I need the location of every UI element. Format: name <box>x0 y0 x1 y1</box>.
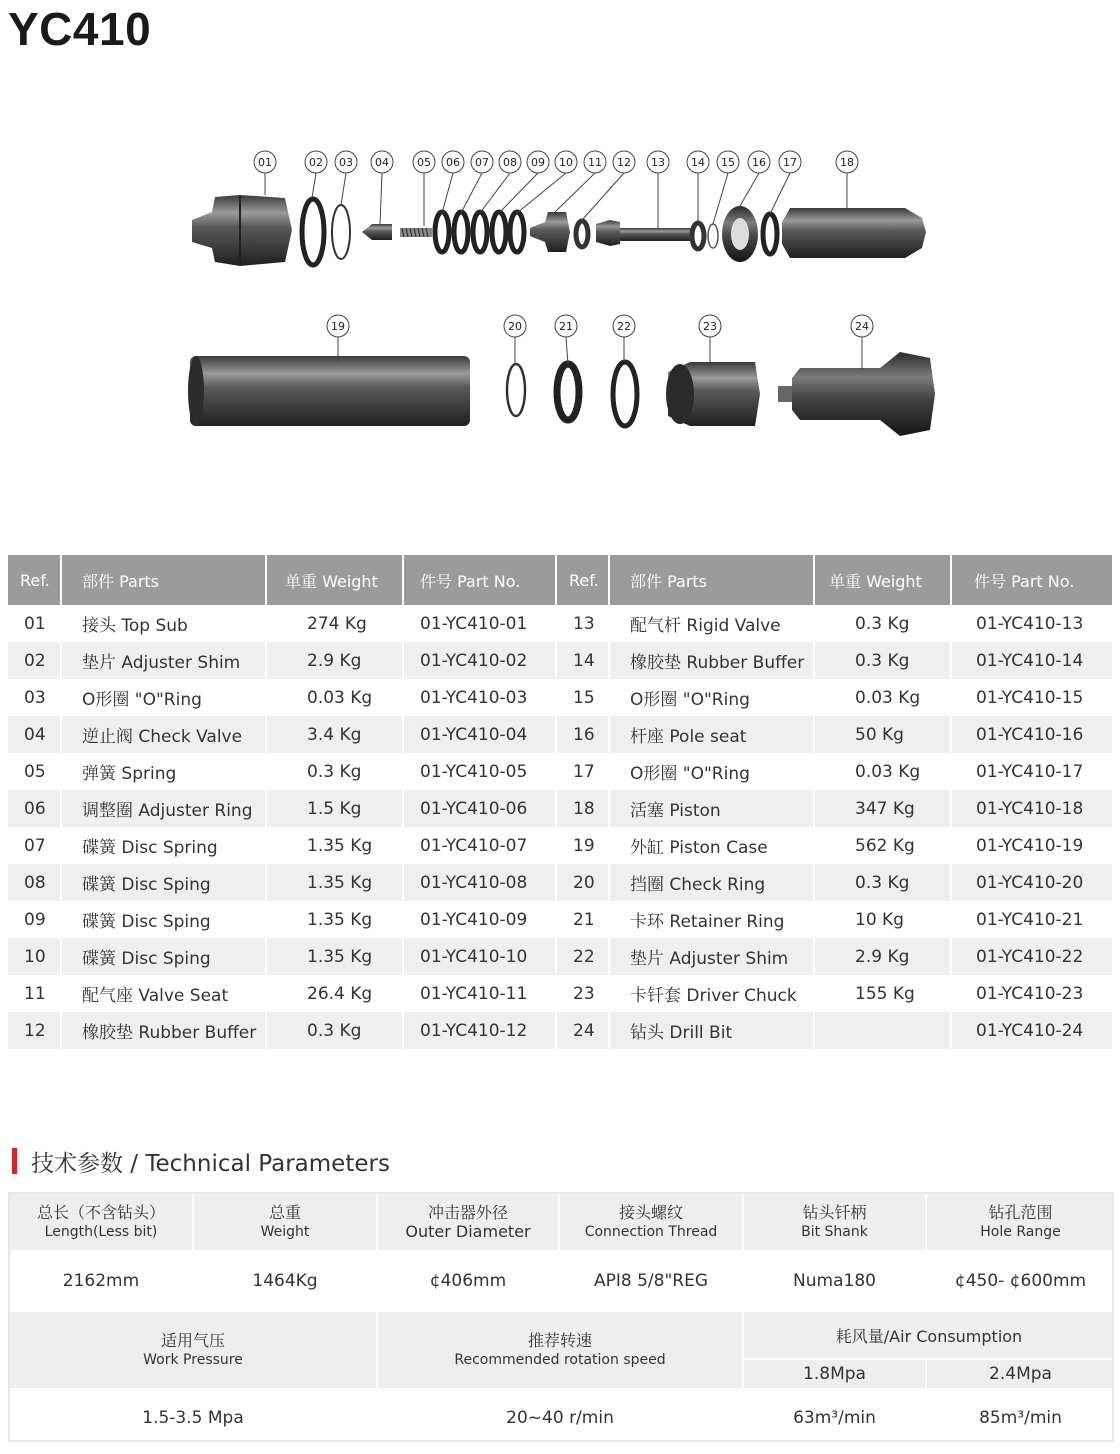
cell-part-number: 01-YC410-04 <box>403 716 556 753</box>
header-ref: Ref. <box>8 555 61 605</box>
callout-label: 15 <box>721 156 735 169</box>
part-10-disc-spring <box>510 212 524 252</box>
param-header-pressure-2-4: 2.4Mpa <box>926 1359 1115 1389</box>
exploded-parts-diagram <box>0 140 1120 460</box>
cell-weight-2: 0.3 Kg <box>814 864 951 901</box>
cell-weight-2: 155 Kg <box>814 975 951 1012</box>
header-ref-2: Ref. <box>556 555 609 605</box>
section-title: 技术参数 / Technical Parameters <box>31 1150 390 1177</box>
cell-part-name: 橡胶垫 Rubber Buffer <box>61 1012 266 1049</box>
cell-ref-2: 22 <box>556 938 609 975</box>
header-weight-2: 单重 Weight <box>814 555 951 605</box>
cell-ref-2: 21 <box>556 901 609 938</box>
cell-ref: 05 <box>8 753 61 790</box>
cell-part-number-2: 01-YC410-19 <box>951 827 1113 864</box>
technical-parameters-table <box>8 1192 1116 1448</box>
cell-part-number-2: 01-YC410-14 <box>951 642 1113 679</box>
table-row <box>8 938 1113 975</box>
param-header-hole-range: 钻孔范围 Hole Range <box>926 1193 1115 1251</box>
callout-labels <box>254 151 873 370</box>
cell-part-number: 01-YC410-11 <box>403 975 556 1012</box>
cell-part-number: 01-YC410-08 <box>403 864 556 901</box>
cell-part-number-2: 01-YC410-18 <box>951 790 1113 827</box>
cell-weight: 0.3 Kg <box>266 1012 403 1049</box>
cell-ref-2: 18 <box>556 790 609 827</box>
cell-part-name: 弹簧 Spring <box>61 753 266 790</box>
part-06-adjuster-ring <box>435 212 449 252</box>
part-08-disc-spring <box>473 212 487 252</box>
cell-weight-2: 0.3 Kg <box>814 642 951 679</box>
param-value-air-2-4: 85m³/min <box>926 1389 1115 1447</box>
callout-leader-line <box>740 173 759 206</box>
callout-label: 09 <box>531 156 545 169</box>
cell-part-number: 01-YC410-01 <box>403 605 556 642</box>
callout-label: 20 <box>508 320 522 333</box>
param-value-work-pressure: 1.5-3.5 Mpa <box>9 1389 377 1447</box>
cell-weight: 0.3 Kg <box>266 753 403 790</box>
cell-part-name-2: 杆座 Pole seat <box>609 716 814 753</box>
table-row <box>8 790 1113 827</box>
cell-part-number: 01-YC410-05 <box>403 753 556 790</box>
cell-part-name-2: O形圈 "O"Ring <box>609 679 814 716</box>
header-parts: 部件 Parts <box>61 555 266 605</box>
callout-leader-line <box>380 173 382 224</box>
cell-ref-2: 24 <box>556 1012 609 1049</box>
cell-ref-2: 20 <box>556 864 609 901</box>
cell-part-number-2: 01-YC410-20 <box>951 864 1113 901</box>
cell-weight: 1.35 Kg <box>266 938 403 975</box>
param-header-length: 总长（不含钻头） Length(Less bit) <box>9 1193 193 1251</box>
cell-part-name-2: 挡圈 Check Ring <box>609 864 814 901</box>
cell-part-name-2: 橡胶垫 Rubber Buffer <box>609 642 814 679</box>
cell-weight-2: 0.03 Kg <box>814 679 951 716</box>
callout-leader-line <box>770 173 790 214</box>
param-header-connection-thread: 接头螺纹 Connection Thread <box>559 1193 743 1251</box>
cell-weight-2: 347 Kg <box>814 790 951 827</box>
cell-part-name-2: O形圈 "O"Ring <box>609 753 814 790</box>
cell-weight-2: 0.03 Kg <box>814 753 951 790</box>
param-value-bit-shank: Numa180 <box>743 1251 926 1311</box>
part-20-check-ring <box>507 364 525 416</box>
cell-part-name: 碟簧 Disc Spring <box>61 827 266 864</box>
param-value-hole-range: ¢450- ¢600mm <box>926 1251 1115 1311</box>
cell-ref: 12 <box>8 1012 61 1049</box>
part-12-rubber-buffer <box>576 221 588 247</box>
table-row <box>8 679 1113 716</box>
param-header-work-pressure: 适用气压 Work Pressure <box>9 1311 377 1389</box>
cell-weight-2 <box>814 1012 951 1049</box>
cell-ref-2: 19 <box>556 827 609 864</box>
parts-table-header <box>8 555 1113 605</box>
cell-weight: 1.35 Kg <box>266 864 403 901</box>
cell-ref: 10 <box>8 938 61 975</box>
cell-part-name: 接头 Top Sub <box>61 605 266 642</box>
cell-weight: 1.35 Kg <box>266 827 403 864</box>
callout-label: 04 <box>375 156 389 169</box>
table-row <box>8 605 1113 642</box>
part-13-rigid-valve <box>596 220 692 246</box>
cell-part-name: 垫片 Adjuster Shim <box>61 642 266 679</box>
callout-label: 07 <box>475 156 489 169</box>
param-header-air-consumption: 耗风量/Air Consumption <box>743 1311 1115 1359</box>
table-row <box>8 642 1113 679</box>
header-weight: 单重 Weight <box>266 555 403 605</box>
cell-part-name: 调整圈 Adjuster Ring <box>61 790 266 827</box>
table-row <box>8 975 1113 1012</box>
cell-ref: 03 <box>8 679 61 716</box>
table-row <box>8 753 1113 790</box>
cell-part-number-2: 01-YC410-24 <box>951 1012 1113 1049</box>
part-02-adjuster-shim <box>302 199 324 265</box>
cell-part-name: O形圈 "O"Ring <box>61 679 266 716</box>
cell-ref: 01 <box>8 605 61 642</box>
cell-part-name: 碟簧 Disc Sping <box>61 901 266 938</box>
callout-label: 16 <box>752 156 766 169</box>
table-row <box>8 901 1113 938</box>
technical-parameters-heading <box>12 1146 390 1176</box>
param-value-connection-thread: API8 5/8"REG <box>559 1251 743 1311</box>
cell-ref: 06 <box>8 790 61 827</box>
table-row <box>8 716 1113 753</box>
callout-label: 19 <box>331 320 345 333</box>
param-value-outer-diameter: ¢406mm <box>377 1251 559 1311</box>
cell-part-number-2: 01-YC410-16 <box>951 716 1113 753</box>
cell-weight: 0.03 Kg <box>266 679 403 716</box>
cell-ref-2: 14 <box>556 642 609 679</box>
callout-label: 03 <box>339 156 353 169</box>
part-01-top-sub <box>192 195 292 266</box>
cell-part-number-2: 01-YC410-15 <box>951 679 1113 716</box>
page-title: YC410 <box>8 3 152 55</box>
cell-part-number: 01-YC410-09 <box>403 901 556 938</box>
callout-label: 12 <box>617 156 631 169</box>
cell-weight-2: 562 Kg <box>814 827 951 864</box>
callout-label: 22 <box>617 320 631 333</box>
cell-part-number-2: 01-YC410-17 <box>951 753 1113 790</box>
cell-ref: 11 <box>8 975 61 1012</box>
callout-leader-line <box>517 173 566 213</box>
callout-label: 23 <box>703 320 717 333</box>
cell-part-number-2: 01-YC410-23 <box>951 975 1113 1012</box>
callout-leader-line <box>341 173 346 205</box>
callout-label: 06 <box>446 156 460 169</box>
param-header-pressure-1-8: 1.8Mpa <box>743 1359 926 1389</box>
cell-weight-2: 2.9 Kg <box>814 938 951 975</box>
cell-ref-2: 23 <box>556 975 609 1012</box>
cell-part-name-2: 配气杆 Rigid Valve <box>609 605 814 642</box>
part-03-o-ring <box>332 205 350 259</box>
param-header-weight: 总重 Weight <box>193 1193 377 1251</box>
cell-ref-2: 16 <box>556 716 609 753</box>
cell-part-name-2: 活塞 Piston <box>609 790 814 827</box>
callout-label: 14 <box>691 156 705 169</box>
callout-label: 21 <box>559 320 573 333</box>
part-23-driver-chuck <box>666 362 760 426</box>
cell-ref: 07 <box>8 827 61 864</box>
callout-label: 05 <box>417 156 431 169</box>
param-header-outer-diameter: 冲击器外径 Outer Diameter <box>377 1193 559 1251</box>
callout-label: 13 <box>651 156 665 169</box>
cell-part-name: 碟簧 Disc Sping <box>61 938 266 975</box>
cell-ref: 09 <box>8 901 61 938</box>
part-11-valve-seat <box>530 212 570 252</box>
cell-ref-2: 17 <box>556 753 609 790</box>
cell-part-number: 01-YC410-06 <box>403 790 556 827</box>
cell-part-name: 碟簧 Disc Sping <box>61 864 266 901</box>
table-row <box>8 827 1113 864</box>
callout-leader-line <box>566 337 568 364</box>
param-header-bit-shank: 钻头钎柄 Bit Shank <box>743 1193 926 1251</box>
callout-label: 08 <box>503 156 517 169</box>
cell-ref: 02 <box>8 642 61 679</box>
parts-table <box>8 555 1114 1049</box>
part-14-rubber-buffer <box>692 223 704 249</box>
header-part-no: 件号 Part No. <box>403 555 556 605</box>
param-header-rotation-speed: 推荐转速 Recommended rotation speed <box>377 1311 743 1389</box>
part-04-check-valve <box>362 224 392 240</box>
callout-leader-line <box>442 173 453 213</box>
cell-weight: 26.4 Kg <box>266 975 403 1012</box>
cell-part-number-2: 01-YC410-13 <box>951 605 1113 642</box>
cell-ref: 08 <box>8 864 61 901</box>
cell-part-number: 01-YC410-02 <box>403 642 556 679</box>
cell-part-name-2: 钻头 Drill Bit <box>609 1012 814 1049</box>
callout-leader-line <box>499 173 538 213</box>
cell-part-name-2: 垫片 Adjuster Shim <box>609 938 814 975</box>
part-18-piston <box>782 208 926 258</box>
cell-part-number: 01-YC410-03 <box>403 679 556 716</box>
part-09-disc-spring <box>492 212 506 252</box>
cell-part-number: 01-YC410-12 <box>403 1012 556 1049</box>
part-07-disc-spring <box>454 212 468 252</box>
callout-leader-line <box>555 173 595 212</box>
cell-part-name-2: 外缸 Piston Case <box>609 827 814 864</box>
callout-label: 17 <box>783 156 797 169</box>
cell-weight: 1.35 Kg <box>266 901 403 938</box>
callout-label: 02 <box>309 156 323 169</box>
header-part-no-2: 件号 Part No. <box>951 555 1113 605</box>
param-value-weight: 1464Kg <box>193 1251 377 1311</box>
callout-leader-line <box>312 173 316 198</box>
callout-leader-line <box>713 173 728 224</box>
table-row <box>8 864 1113 901</box>
callout-label: 01 <box>258 156 272 169</box>
part-19-piston-case <box>188 356 470 426</box>
cell-weight: 274 Kg <box>266 605 403 642</box>
cell-part-name: 配气座 Valve Seat <box>61 975 266 1012</box>
cell-part-number: 01-YC410-07 <box>403 827 556 864</box>
callout-label: 24 <box>855 320 869 333</box>
cell-weight-2: 0.3 Kg <box>814 605 951 642</box>
cell-part-number-2: 01-YC410-22 <box>951 938 1113 975</box>
callout-leader-line <box>461 173 482 213</box>
part-16-pole-seat <box>722 206 758 262</box>
callout-label: 11 <box>588 156 602 169</box>
cell-part-name-2: 卡环 Retainer Ring <box>609 901 814 938</box>
callout-label: 10 <box>559 156 573 169</box>
cell-weight: 1.5 Kg <box>266 790 403 827</box>
part-15-o-ring <box>708 224 718 248</box>
cell-weight-2: 10 Kg <box>814 901 951 938</box>
param-value-rotation-speed: 20~40 r/min <box>377 1389 743 1447</box>
param-value-air-1-8: 63m³/min <box>743 1389 926 1447</box>
callout-label: 18 <box>840 156 854 169</box>
cell-weight: 2.9 Kg <box>266 642 403 679</box>
part-05-spring <box>400 228 432 237</box>
cell-part-name: 逆止阀 Check Valve <box>61 716 266 753</box>
cell-ref-2: 15 <box>556 679 609 716</box>
cell-part-name-2: 卡钎套 Driver Chuck <box>609 975 814 1012</box>
param-value-length: 2162mm <box>9 1251 193 1311</box>
cell-weight-2: 50 Kg <box>814 716 951 753</box>
part-24-drill-bit <box>778 352 935 436</box>
section-accent-bar <box>12 1148 17 1174</box>
cell-ref: 04 <box>8 716 61 753</box>
table-row <box>8 1012 1113 1049</box>
cell-part-number: 01-YC410-10 <box>403 938 556 975</box>
cell-weight: 3.4 Kg <box>266 716 403 753</box>
cell-part-number-2: 01-YC410-21 <box>951 901 1113 938</box>
header-parts-2: 部件 Parts <box>609 555 814 605</box>
part-21-retainer-ring <box>557 364 579 420</box>
part-17-o-ring <box>763 214 777 254</box>
part-22-adjuster-shim <box>613 362 637 426</box>
cell-ref-2: 13 <box>556 605 609 642</box>
